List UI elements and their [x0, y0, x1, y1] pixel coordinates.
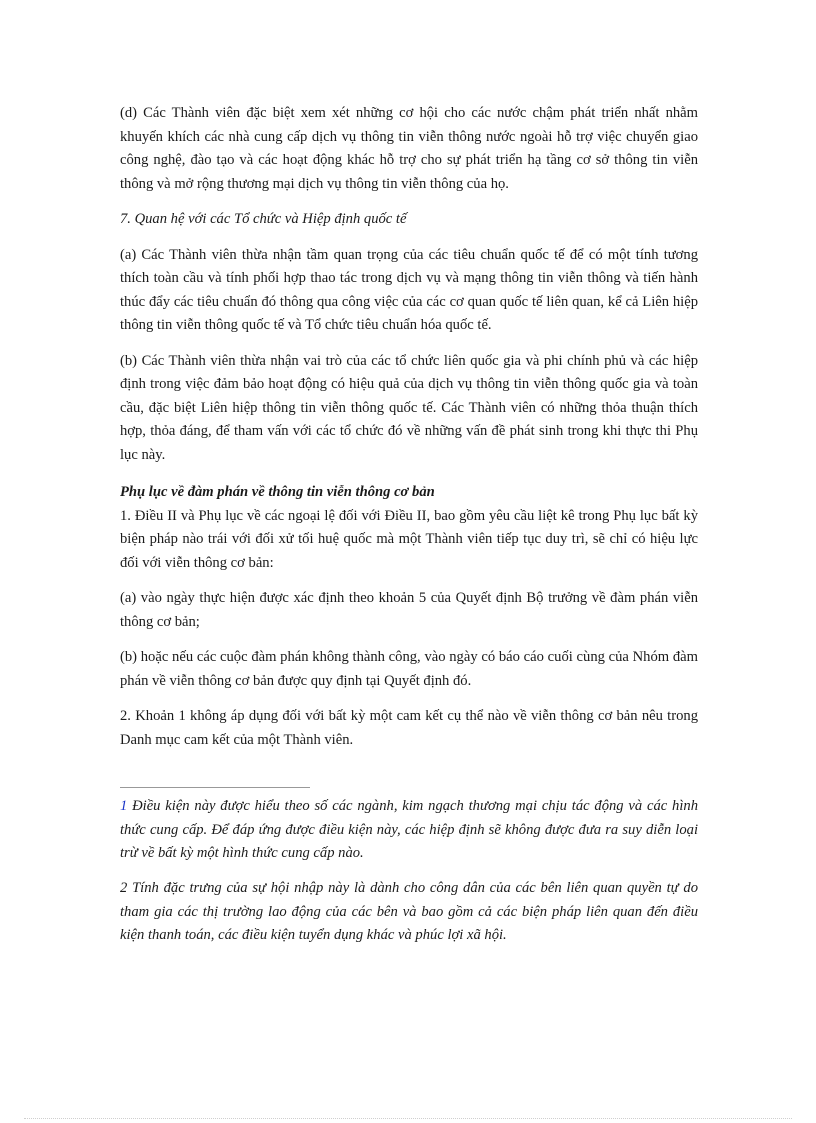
paragraph-1: 1. Điều II và Phụ lục về các ngoại lệ đối với Điều II, bao gồm yêu cầu liệt kê trong Phụ lục bất kỳ biện pháp nào trái với đối xử tối huệ quốc mà một Thành viên tiếp tục duy trì, sẽ chỉ có hiệu lực đối với viễn thông cơ bản: — [120, 507, 698, 571]
section-7-heading: 7. Quan hệ với các Tổ chức và Hiệp định quốc tế — [120, 211, 407, 227]
document-body — [120, 102, 698, 764]
paragraph-1a: (a) vào ngày thực hiện được xác định theo khoản 5 của Quyết định Bộ trưởng về đàm phán viễn thông cơ bản; — [120, 590, 698, 630]
footnote-1-text: Điều kiện này được hiểu theo số các ngành, kim ngạch thương mại chịu tác động và các hình thức cung cấp. Để đáp ứng được điều kiện này, các hiệp định sẽ không được đưa ra suy diễn loại trừ về bất kỳ một hình thức cung cấp nào. — [120, 798, 698, 861]
paragraph-d: (d) Các Thành viên đặc biệt xem xét những cơ hội cho các nước chậm phát triển nhất nhằm khuyến khích các nhà cung cấp dịch vụ thông tin viễn thông nước ngoài hỗ trợ việc chuyển giao công nghệ, đào tạo và các hoạt động khác hỗ trợ cho sự phát triển hạ tầng cơ sở thông tin viễn thông và mở rộng thương mại dịch vụ thông tin viễn thông của họ. — [120, 105, 698, 192]
footnote-2: 2 Tính đặc trưng của sự hội nhập này là dành cho công dân của các bên liên quan quyền tự do tham gia các thị trường lao động của các bên và bao gồm cả các biện pháp liên quan đến điều kiện thanh toán, các điều kiện tuyển dụng khác và phúc lợi xã hội. — [120, 880, 698, 943]
footnote-1 — [120, 795, 698, 866]
footnote-separator — [120, 787, 310, 788]
footnote-1-number[interactable]: 1 — [120, 798, 128, 814]
page-bottom-border — [24, 1118, 792, 1119]
paragraph-7a: (a) Các Thành viên thừa nhận tầm quan trọng của các tiêu chuẩn quốc tế để có một tính tương thích toàn cầu và tính phối hợp thao tác trong dịch vụ và mạng thông tin viễn thông và tiến hành thúc đẩy các tiêu chuẩn đó thông qua công việc của các cơ quan quốc tế liên quan, kể cả Liên hiệp thông tin viễn thông quốc tế và Tổ chức tiêu chuẩn hóa quốc tế. — [120, 246, 698, 333]
paragraph-7b: (b) Các Thành viên thừa nhận vai trò của các tổ chức liên quốc gia và phi chính phủ và các hiệp định trong việc đảm bảo hoạt động có hiệu quả của dịch vụ thông tin viễn thông quốc gia và toàn cầu, đặc biệt Liên hiệp thông tin viễn thông quốc tế. Các Thành viên có những thỏa thuận thích hợp, thỏa đáng, để tham vấn với các tổ chức đó về những vấn đề phát sinh trong khi thực thi Phụ lục này. — [120, 352, 698, 463]
annex-heading: Phụ lục về đàm phán về thông tin viễn thông cơ bản — [120, 484, 435, 500]
paragraph-1b: (b) hoặc nếu các cuộc đàm phán không thành công, vào ngày có báo cáo cuối cùng của Nhóm đàm phán về viễn thông cơ bản được quy định tại Quyết định đó. — [120, 649, 698, 689]
paragraph-2: 2. Khoản 1 không áp dụng đối với bất kỳ một cam kết cụ thể nào về viễn thông cơ bản nêu trong Danh mục cam kết của một Thành viên. — [120, 708, 698, 748]
